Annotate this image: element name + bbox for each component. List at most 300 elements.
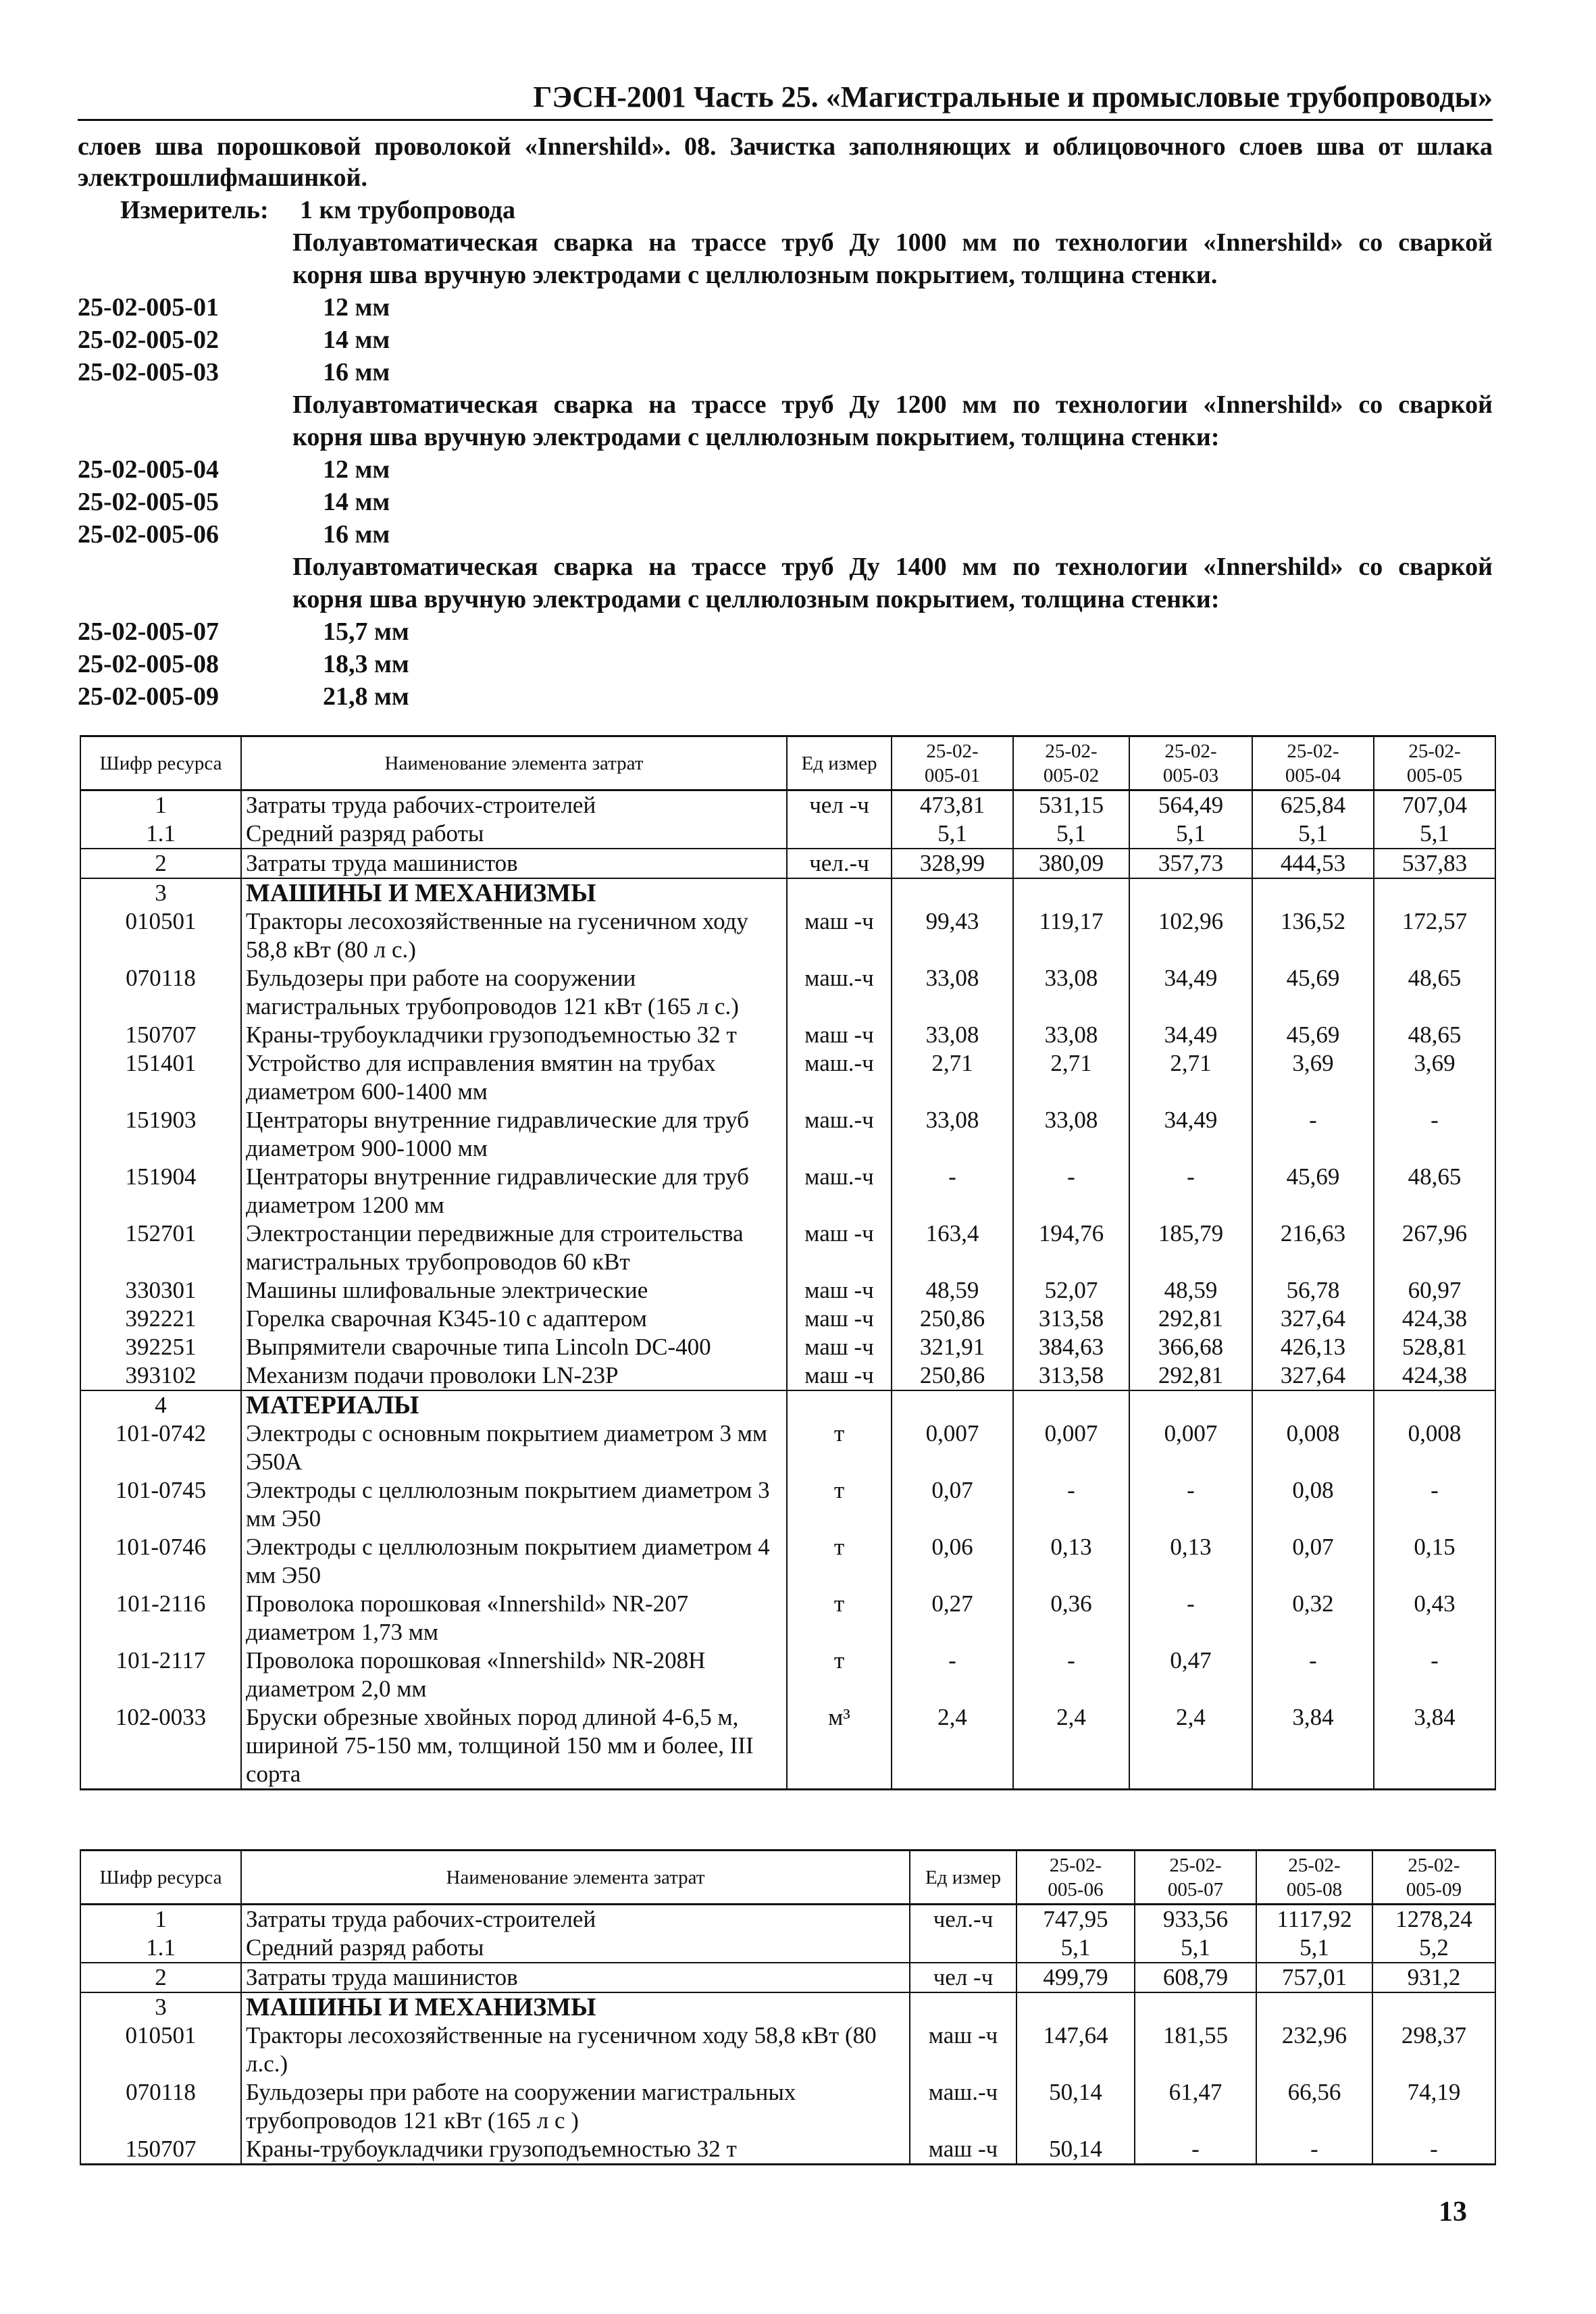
norm-code: 25-02-005-09 — [78, 682, 219, 711]
norm-value-cell: 0,27 — [892, 1590, 1013, 1646]
norm-value-cell — [1129, 878, 1252, 907]
norm-value-cell: 0,08 — [1252, 1476, 1374, 1533]
norm-value-cell: 185,79 — [1129, 1219, 1252, 1276]
norm-value-cell: 357,73 — [1129, 849, 1252, 878]
column-header: 25-02- 005-06 — [1016, 1851, 1135, 1905]
unit — [910, 1992, 1016, 2021]
table-row — [80, 1276, 1495, 1305]
column-header: 25-02- 005-05 — [1374, 736, 1495, 790]
norm-code: 25-02-005-05 — [78, 488, 219, 516]
norm-value-cell: 2,4 — [1129, 1703, 1252, 1790]
cost-element-name: Затраты труда машинистов — [241, 849, 787, 878]
norm-value-cell — [1374, 878, 1495, 907]
meter-label: Измеритель: — [120, 196, 269, 224]
table-row — [80, 2078, 1495, 2135]
norm-value-cell: 0,15 — [1374, 1533, 1495, 1590]
section-row — [80, 1992, 1495, 2021]
cost-element-name: Тракторы лесохозяйственные на гусеничном ходу 58,8 кВт (80 л.с.) — [241, 2021, 910, 2078]
norm-code: 25-02-005-02 — [78, 326, 219, 354]
resource-code: 1.1 — [80, 1934, 241, 1963]
unit: чел -ч — [910, 1963, 1016, 1992]
norm-value-cell: 564,49 — [1129, 790, 1252, 820]
norm-value-cell: 163,4 — [892, 1219, 1013, 1276]
norm-value-cell: - — [1013, 1646, 1129, 1703]
cost-element-name: Средний разряд работы — [241, 820, 787, 849]
resource-code: 3 — [80, 878, 241, 907]
norm-value-cell: - — [1372, 2135, 1495, 2165]
table-row — [80, 1106, 1495, 1163]
table-row — [80, 1703, 1495, 1790]
norm-value-cell: 48,65 — [1374, 1021, 1495, 1049]
norm-value-cell: 384,63 — [1013, 1333, 1129, 1361]
meter-value: 1 км трубопровода — [300, 196, 516, 224]
table-row — [80, 1963, 1495, 1992]
norm-value-cell: 3,84 — [1374, 1703, 1495, 1790]
norm-value-cell: 424,38 — [1374, 1361, 1495, 1390]
unit: маш -ч — [910, 2021, 1016, 2078]
group-description-line-2: корня шва вручную электродами с целлюлозным покрытием, толщина стенки: — [292, 423, 1220, 451]
cost-element-name: Бульдозеры при работе на сооружении магистральных трубопроводов 121 кВт (165 л с ) — [241, 2078, 910, 2135]
norm-value-cell: 181,55 — [1135, 2021, 1256, 2078]
norm-value-cell: 0,36 — [1013, 1590, 1129, 1646]
norm-value-cell: 147,64 — [1016, 2021, 1135, 2078]
column-header: 25-02- 005-02 — [1013, 736, 1129, 790]
table-row — [80, 1219, 1495, 1276]
norm-value-cell: 3,69 — [1252, 1049, 1374, 1106]
group-description-line-1: Полуавтоматическая сварка на трассе труб Ду 1400 мм по технологии «Innershild» со сваркой — [292, 553, 1493, 581]
norm-value-cell: 1278,24 — [1372, 1905, 1495, 1934]
norm-value-cell: 292,81 — [1129, 1305, 1252, 1333]
resource-code: 150707 — [80, 1021, 241, 1049]
resource-code: 151903 — [80, 1106, 241, 1163]
intro-line-2: электрошлифмашинкой. — [78, 164, 367, 192]
norm-value-cell: 33,08 — [892, 1021, 1013, 1049]
norm-value-cell: 313,58 — [1013, 1361, 1129, 1390]
resource-code: 4 — [80, 1390, 241, 1419]
table-row — [80, 1590, 1495, 1646]
resource-code: 2 — [80, 1963, 241, 1992]
norm-value-cell: 0,32 — [1252, 1590, 1374, 1646]
cost-element-name: Центраторы внутренние гидравлические для труб диаметром 1200 мм — [241, 1163, 787, 1219]
unit: т — [787, 1476, 892, 1533]
norm-value-cell: 537,83 — [1374, 849, 1495, 878]
unit: маш -ч — [787, 1361, 892, 1390]
norm-value-cell: 707,04 — [1374, 790, 1495, 820]
norm-value-cell: 933,56 — [1135, 1905, 1256, 1934]
unit: маш -ч — [787, 1021, 892, 1049]
resource-code: 101-0745 — [80, 1476, 241, 1533]
cost-element-name: Машины шлифовальные электрические — [241, 1276, 787, 1305]
norm-value-cell: 0,06 — [892, 1533, 1013, 1590]
table-row — [80, 1476, 1495, 1533]
norm-value-cell: 380,09 — [1013, 849, 1129, 878]
norm-value: 14 мм — [323, 326, 390, 354]
norm-value-cell: 5,1 — [1129, 820, 1252, 849]
norm-value-cell: 0,13 — [1013, 1533, 1129, 1590]
norm-value-cell: 5,1 — [1256, 1934, 1372, 1963]
norm-value-cell: 194,76 — [1013, 1219, 1129, 1276]
column-header: Наименование элемента затрат — [241, 1851, 910, 1905]
cost-element-name: Центраторы внутренние гидравлические для труб диаметром 900-1000 мм — [241, 1106, 787, 1163]
table-row — [80, 790, 1495, 820]
norm-value-cell — [1374, 1390, 1495, 1419]
section-title: МАТЕРИАЛЫ — [241, 1390, 787, 1419]
norm-value-cell: - — [1374, 1476, 1495, 1533]
table-row — [80, 820, 1495, 849]
resource-code: 010501 — [80, 2021, 241, 2078]
resource-code: 1.1 — [80, 820, 241, 849]
norm-value-cell: 74,19 — [1372, 2078, 1495, 2135]
resource-code: 102-0033 — [80, 1703, 241, 1790]
norm-value-cell: 608,79 — [1135, 1963, 1256, 1992]
table-row — [80, 1934, 1495, 1963]
norm-value-cell: 267,96 — [1374, 1219, 1495, 1276]
norm-value: 12 мм — [323, 293, 390, 322]
table-row — [80, 964, 1495, 1021]
resource-code: 151401 — [80, 1049, 241, 1106]
norm-value-cell — [1013, 1390, 1129, 1419]
norm-value-cell: 48,59 — [892, 1276, 1013, 1305]
cost-element-name: Краны-трубоукладчики грузоподъемностью 32 т — [241, 2135, 910, 2165]
norm-value-cell: 0,07 — [1252, 1533, 1374, 1590]
resource-code: 101-0742 — [80, 1419, 241, 1476]
resource-code: 392221 — [80, 1305, 241, 1333]
norm-value-cell: 313,58 — [1013, 1305, 1129, 1333]
norm-value-cell: 99,43 — [892, 907, 1013, 964]
norm-value: 16 мм — [323, 358, 390, 386]
cost-element-name: Тракторы лесохозяйственные на гусеничном ходу 58,8 кВт (80 л с.) — [241, 907, 787, 964]
norm-value-cell: 136,52 — [1252, 907, 1374, 964]
column-header: 25-02- 005-03 — [1129, 736, 1252, 790]
unit — [910, 1934, 1016, 1963]
cost-element-name: Выпрямители сварочные типа Lincoln DC-400 — [241, 1333, 787, 1361]
norm-value-cell: 5,2 — [1372, 1934, 1495, 1963]
resource-code: 2 — [80, 849, 241, 878]
unit: маш.-ч — [787, 964, 892, 1021]
column-header: 25-02- 005-09 — [1372, 1851, 1495, 1905]
resource-code: 393102 — [80, 1361, 241, 1390]
unit: т — [787, 1646, 892, 1703]
cost-element-name: Затраты труда рабочих-строителей — [241, 790, 787, 820]
norm-value-cell: - — [1129, 1590, 1252, 1646]
norm-value-cell: 34,49 — [1129, 964, 1252, 1021]
group-description-line-2: корня шва вручную электродами с целлюлозным покрытием, толщина стенки: — [292, 585, 1220, 613]
norm-value-cell: 102,96 — [1129, 907, 1252, 964]
norm-value-cell: 0,007 — [1013, 1419, 1129, 1476]
norm-value-cell: 2,71 — [1129, 1049, 1252, 1106]
resource-code: 151904 — [80, 1163, 241, 1219]
norm-value-cell: - — [1135, 2135, 1256, 2165]
norm-value-cell: 0,07 — [892, 1476, 1013, 1533]
unit: маш.-ч — [910, 2078, 1016, 2135]
running-header: ГЭСН-2001 Часть 25. «Магистральные и промысловые трубопроводы» — [533, 80, 1493, 114]
norm-value-cell: - — [1252, 1646, 1374, 1703]
norm-value-cell: 327,64 — [1252, 1361, 1374, 1390]
norm-value-cell: 5,1 — [1013, 820, 1129, 849]
unit: чел -ч — [787, 790, 892, 820]
norm-value-cell: 327,64 — [1252, 1305, 1374, 1333]
resource-code: 070118 — [80, 2078, 241, 2135]
cost-element-name: Краны-трубоукладчики грузоподъемностью 32 т — [241, 1021, 787, 1049]
header-rule — [78, 119, 1493, 121]
norm-value-cell — [1016, 1992, 1135, 2021]
norm-value-cell: 5,1 — [1016, 1934, 1135, 1963]
cost-element-name: Проволока порошковая «Innershild» NR-208H диаметром 2,0 мм — [241, 1646, 787, 1703]
group-description-line-1: Полуавтоматическая сварка на трассе труб Ду 1200 мм по технологии «Innershild» со сваркой — [292, 391, 1493, 419]
table-row — [80, 1646, 1495, 1703]
column-header: Шифр ресурса — [80, 1851, 241, 1905]
norm-value: 16 мм — [323, 520, 390, 549]
table-row — [80, 1021, 1495, 1049]
norm-value-cell — [1013, 878, 1129, 907]
norm-value-cell: 2,4 — [1013, 1703, 1129, 1790]
section-row — [80, 878, 1495, 907]
norm-value-cell: 250,86 — [892, 1361, 1013, 1390]
norm-value-cell: 3,69 — [1374, 1049, 1495, 1106]
norm-value-cell: 33,08 — [1013, 1106, 1129, 1163]
cost-element-name: Механизм подачи проволоки LN-23P — [241, 1361, 787, 1390]
norm-value-cell: 298,37 — [1372, 2021, 1495, 2078]
unit — [787, 1390, 892, 1419]
unit: маш.-ч — [787, 1106, 892, 1163]
cost-element-name: Электроды с целлюлозным покрытием диаметром 4 мм Э50 — [241, 1533, 787, 1590]
unit: маш.-ч — [787, 1049, 892, 1106]
norm-value-cell: 0,47 — [1129, 1646, 1252, 1703]
norm-value-cell: 528,81 — [1374, 1333, 1495, 1361]
norm-value-cell: 119,17 — [1013, 907, 1129, 964]
cost-element-name: Затраты труда машинистов — [241, 1963, 910, 1992]
table-row — [80, 1361, 1495, 1390]
unit: маш -ч — [787, 907, 892, 964]
norm-value-cell — [892, 878, 1013, 907]
table-row — [80, 907, 1495, 964]
unit: чел.-ч — [787, 849, 892, 878]
norm-value-cell: 0,43 — [1374, 1590, 1495, 1646]
norm-code: 25-02-005-06 — [78, 520, 219, 549]
norm-value-cell: 232,96 — [1256, 2021, 1372, 2078]
norm-value-cell: - — [1374, 1106, 1495, 1163]
norm-value-cell: 2,71 — [892, 1049, 1013, 1106]
norm-value-cell: 34,49 — [1129, 1021, 1252, 1049]
unit: маш.-ч — [787, 1163, 892, 1219]
norm-value-cell: 172,57 — [1374, 907, 1495, 964]
resource-code: 3 — [80, 1992, 241, 2021]
norm-value-cell: 61,47 — [1135, 2078, 1256, 2135]
norm-value-cell: 531,15 — [1013, 790, 1129, 820]
norm-value-cell: - — [1252, 1106, 1374, 1163]
section-row — [80, 1390, 1495, 1419]
resource-table-1 — [80, 735, 1496, 1790]
unit: маш -ч — [787, 1305, 892, 1333]
norm-value-cell: 747,95 — [1016, 1905, 1135, 1934]
norm-value-cell: 45,69 — [1252, 964, 1374, 1021]
norm-value-cell: 499,79 — [1016, 1963, 1135, 1992]
page-number: 13 — [1439, 2196, 1467, 2228]
unit: т — [787, 1533, 892, 1590]
norm-value-cell: - — [1129, 1476, 1252, 1533]
norm-value-cell: 292,81 — [1129, 1361, 1252, 1390]
resource-code: 152701 — [80, 1219, 241, 1276]
resource-code: 392251 — [80, 1333, 241, 1361]
section-title: МАШИНЫ И МЕХАНИЗМЫ — [241, 878, 787, 907]
column-header: Ед измер — [787, 736, 892, 790]
norm-value-cell: 33,08 — [1013, 1021, 1129, 1049]
norm-value: 18,3 мм — [323, 650, 409, 678]
norm-value-cell — [1372, 1992, 1495, 2021]
norm-value-cell: 33,08 — [892, 1106, 1013, 1163]
intro-line-1: слоев шва порошковой проволокой «Innershild». 08. Зачистка заполняющих и облицовочного слоев шва от шлака — [78, 132, 1493, 161]
norm-value-cell: 50,14 — [1016, 2078, 1135, 2135]
resource-code: 101-0746 — [80, 1533, 241, 1590]
table-row — [80, 1163, 1495, 1219]
cost-element-name: Электростанции передвижные для строительства магистральных трубопроводов 60 кВт — [241, 1219, 787, 1276]
unit: маш -ч — [787, 1333, 892, 1361]
norm-value-cell: 0,007 — [1129, 1419, 1252, 1476]
resource-code: 070118 — [80, 964, 241, 1021]
resource-code: 150707 — [80, 2135, 241, 2165]
norm-value-cell: 250,86 — [892, 1305, 1013, 1333]
unit — [787, 820, 892, 849]
norm-value-cell: 0,008 — [1374, 1419, 1495, 1476]
table-row — [80, 1419, 1495, 1476]
norm-value-cell: - — [1256, 2135, 1372, 2165]
norm-value-cell: 444,53 — [1252, 849, 1374, 878]
norm-value-cell — [1135, 1992, 1256, 2021]
norm-value-cell: 757,01 — [1256, 1963, 1372, 1992]
norm-value-cell: 0,008 — [1252, 1419, 1374, 1476]
norm-value-cell: 50,14 — [1016, 2135, 1135, 2165]
unit: маш -ч — [787, 1219, 892, 1276]
norm-value-cell: - — [892, 1163, 1013, 1219]
table-row — [80, 1905, 1495, 1934]
norm-value-cell — [1256, 1992, 1372, 2021]
norm-value-cell: 66,56 — [1256, 2078, 1372, 2135]
norm-value-cell — [1252, 1390, 1374, 1419]
column-header: 25-02- 005-01 — [892, 736, 1013, 790]
norm-value-cell: 1117,92 — [1256, 1905, 1372, 1934]
norm-value-cell: 56,78 — [1252, 1276, 1374, 1305]
column-header: 25-02- 005-08 — [1256, 1851, 1372, 1905]
norm-value-cell: - — [1129, 1163, 1252, 1219]
norm-value-cell — [1129, 1390, 1252, 1419]
norm-value-cell: 48,65 — [1374, 964, 1495, 1021]
norm-value-cell: 45,69 — [1252, 1021, 1374, 1049]
table-row — [80, 849, 1495, 878]
cost-element-name: Электроды с целлюлозным покрытием диаметром 3 мм Э50 — [241, 1476, 787, 1533]
unit: т — [787, 1590, 892, 1646]
norm-value-cell: 52,07 — [1013, 1276, 1129, 1305]
column-header: 25-02- 005-04 — [1252, 736, 1374, 790]
unit: маш -ч — [787, 1276, 892, 1305]
norm-value-cell: 5,1 — [892, 820, 1013, 849]
norm-value-cell: 5,1 — [1252, 820, 1374, 849]
norm-value-cell — [892, 1390, 1013, 1419]
cost-element-name: Устройство для исправления вмятин на трубах диаметром 600-1400 мм — [241, 1049, 787, 1106]
norm-value-cell: 45,69 — [1252, 1163, 1374, 1219]
resource-code: 010501 — [80, 907, 241, 964]
resource-table-2 — [80, 1849, 1496, 2165]
cost-element-name: Бруски обрезные хвойных пород длиной 4-6,5 м, шириной 75-150 мм, толщиной 150 мм и более, III сорта — [241, 1703, 787, 1790]
norm-value-cell: 5,1 — [1135, 1934, 1256, 1963]
norm-value-cell: - — [892, 1646, 1013, 1703]
unit: т — [787, 1419, 892, 1476]
norm-value-cell: 424,38 — [1374, 1305, 1495, 1333]
resource-code: 101-2116 — [80, 1590, 241, 1646]
norm-value-cell: 321,91 — [892, 1333, 1013, 1361]
norm-value-cell: 2,4 — [892, 1703, 1013, 1790]
norm-value-cell: 48,65 — [1374, 1163, 1495, 1219]
norm-code: 25-02-005-07 — [78, 618, 219, 646]
norm-value-cell: - — [1013, 1163, 1129, 1219]
norm-value-cell: 34,49 — [1129, 1106, 1252, 1163]
norm-value-cell: 60,97 — [1374, 1276, 1495, 1305]
norm-value-cell: 625,84 — [1252, 790, 1374, 820]
norm-value-cell: 216,63 — [1252, 1219, 1374, 1276]
cost-element-name: Затраты труда рабочих-строителей — [241, 1905, 910, 1934]
resource-code: 1 — [80, 1905, 241, 1934]
cost-element-name: Горелка сварочная К345-10 с адаптером — [241, 1305, 787, 1333]
norm-value-cell: 3,84 — [1252, 1703, 1374, 1790]
norm-code: 25-02-005-08 — [78, 650, 219, 678]
norm-value-cell: 473,81 — [892, 790, 1013, 820]
table-row — [80, 2135, 1495, 2165]
norm-value-cell: 0,13 — [1129, 1533, 1252, 1590]
table-row — [80, 1533, 1495, 1590]
norm-value-cell: 426,13 — [1252, 1333, 1374, 1361]
norm-value-cell: 33,08 — [1013, 964, 1129, 1021]
unit: м³ — [787, 1703, 892, 1790]
norm-value-cell: 366,68 — [1129, 1333, 1252, 1361]
norm-value-cell: 2,71 — [1013, 1049, 1129, 1106]
norm-value-cell: 33,08 — [892, 964, 1013, 1021]
table-row — [80, 1333, 1495, 1361]
section-title: МАШИНЫ И МЕХАНИЗМЫ — [241, 1992, 910, 2021]
norm-code: 25-02-005-04 — [78, 455, 219, 484]
resource-code: 101-2117 — [80, 1646, 241, 1703]
norm-value-cell: 48,59 — [1129, 1276, 1252, 1305]
norm-value: 21,8 мм — [323, 682, 409, 711]
norm-value: 12 мм — [323, 455, 390, 484]
norm-value-cell: 931,2 — [1372, 1963, 1495, 1992]
resource-code: 1 — [80, 790, 241, 820]
cost-element-name: Бульдозеры при работе на сооружении магистральных трубопроводов 121 кВт (165 л с.) — [241, 964, 787, 1021]
column-header: Ед измер — [910, 1851, 1016, 1905]
table-row — [80, 1049, 1495, 1106]
column-header: Наименование элемента затрат — [241, 736, 787, 790]
norm-value-cell: 5,1 — [1374, 820, 1495, 849]
group-description-line-2: корня шва вручную электродами с целлюлозным покрытием, толщина стенки. — [292, 261, 1218, 289]
cost-element-name: Средний разряд работы — [241, 1934, 910, 1963]
norm-value: 14 мм — [323, 488, 390, 516]
resource-code: 330301 — [80, 1276, 241, 1305]
norm-code: 25-02-005-03 — [78, 358, 219, 386]
unit: маш -ч — [910, 2135, 1016, 2165]
table-row — [80, 1305, 1495, 1333]
table-row — [80, 2021, 1495, 2078]
norm-value-cell: - — [1374, 1646, 1495, 1703]
norm-code: 25-02-005-01 — [78, 293, 219, 322]
unit: чел.-ч — [910, 1905, 1016, 1934]
column-header: 25-02- 005-07 — [1135, 1851, 1256, 1905]
norm-value: 15,7 мм — [323, 618, 409, 646]
cost-element-name: Проволока порошковая «Innershild» NR-207 диаметром 1,73 мм — [241, 1590, 787, 1646]
column-header: Шифр ресурса — [80, 736, 241, 790]
norm-value-cell — [1252, 878, 1374, 907]
norm-value-cell: 0,007 — [892, 1419, 1013, 1476]
cost-element-name: Электроды с основным покрытием диаметром 3 мм Э50А — [241, 1419, 787, 1476]
group-description-line-1: Полуавтоматическая сварка на трассе труб Ду 1000 мм по технологии «Innershild» со сваркой — [292, 228, 1493, 257]
unit — [787, 878, 892, 907]
